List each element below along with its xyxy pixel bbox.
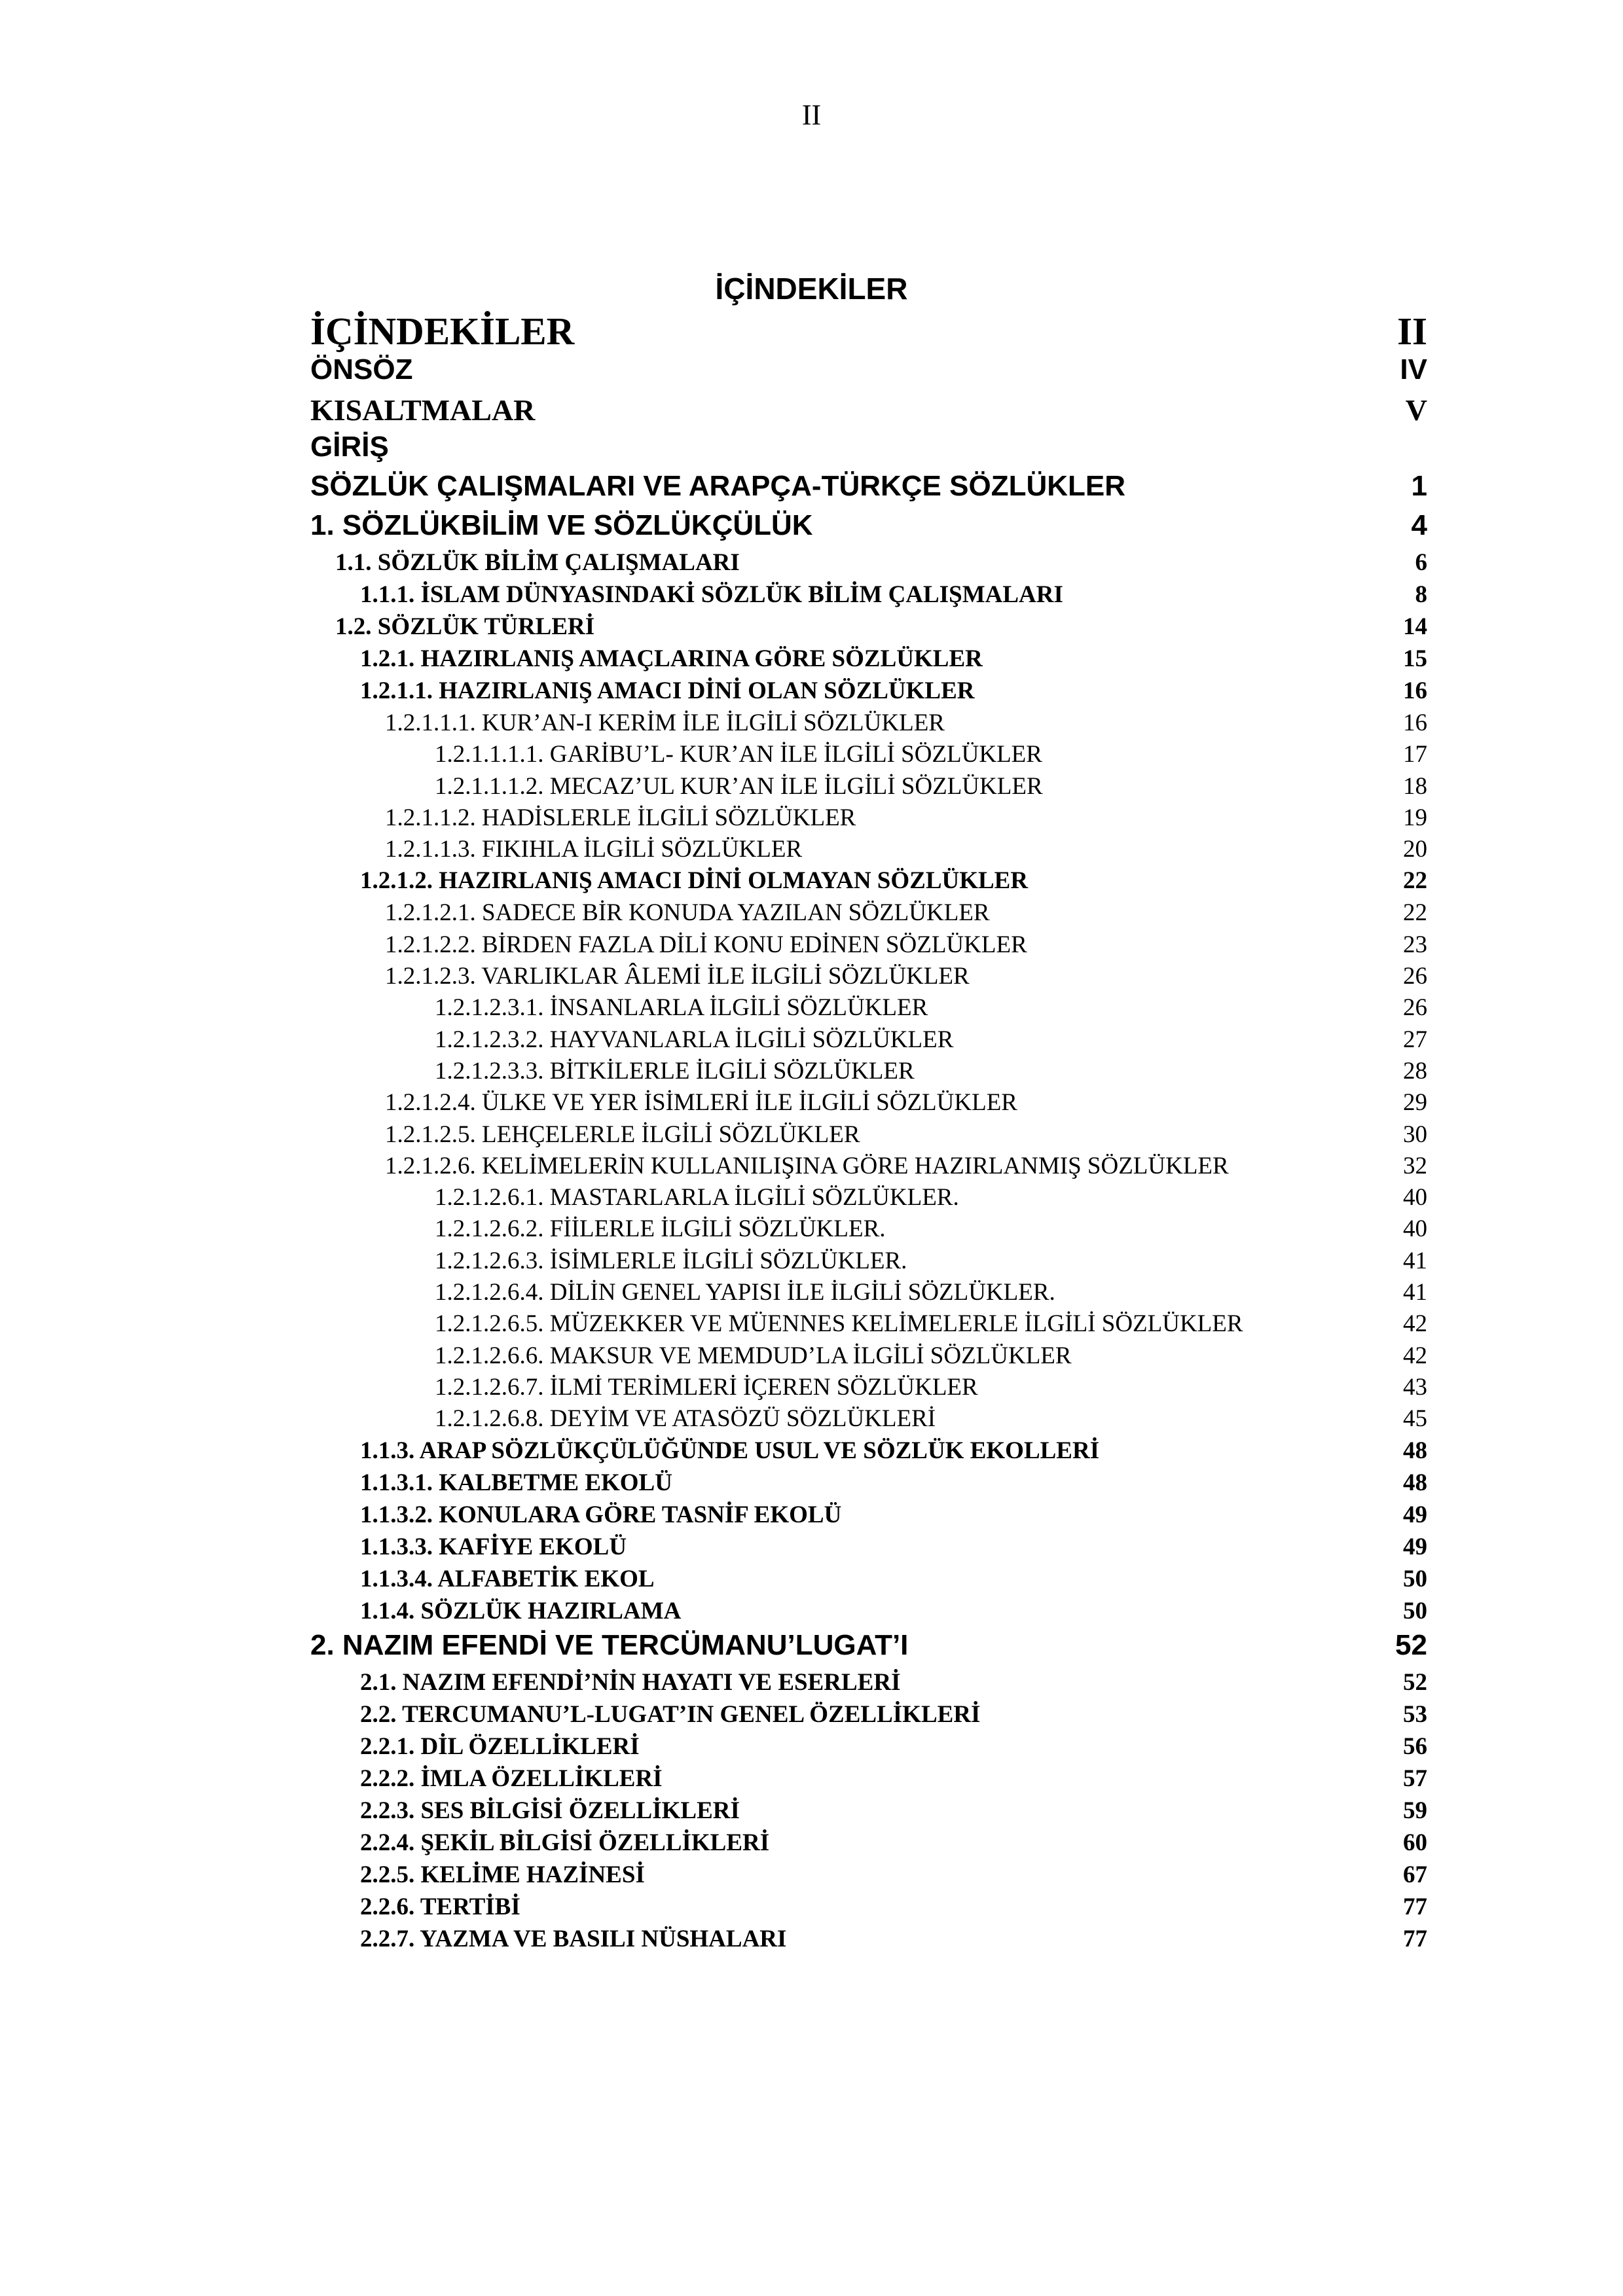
toc-title: 1.2.1.1.1.1. GARİBU’L- KUR’AN İLE İLGİLİ SÖZLÜKLER [435,741,1042,768]
toc-title: 1.1.3.2. KONULARA GÖRE TASNİF EKOLÜ [360,1501,842,1528]
toc-page: 6 [1415,549,1427,576]
toc-entry[interactable] [310,1501,1427,1533]
toc-entry[interactable] [310,613,1427,645]
toc-page: 60 [1403,1829,1427,1856]
toc-title: 2.2.6. TERTİBİ [360,1893,520,1920]
toc-title: 1.2. SÖZLÜK TÜRLERİ [335,613,595,640]
toc-title: 1.2.1.1.2. HADİSLERLE İLGİLİ SÖZLÜKLER [385,804,856,831]
toc-page: 77 [1403,1925,1427,1952]
toc-entry[interactable] [310,1765,1427,1797]
toc-entry[interactable] [310,835,1427,867]
toc-entry[interactable] [310,1861,1427,1893]
toc-page: 40 [1403,1215,1427,1243]
toc-title: ÖNSÖZ [310,353,413,386]
toc-title: 2.2. TERCUMANU’L-LUGAT’IN GENEL ÖZELLİKLERİ [360,1700,981,1728]
toc-title: 1.1.4. SÖZLÜK HAZIRLAMA [360,1597,682,1624]
toc-title: 2.1. NAZIM EFENDİ’NİN HAYATI VE ESERLERİ [360,1668,901,1696]
toc-title: 1.2.1.1.1. KUR’AN-I KERİM İLE İLGİLİ SÖZLÜKLER [385,709,945,736]
toc-title: KISALTMALAR [310,393,536,427]
toc-page: 26 [1403,963,1427,990]
toc-entry[interactable] [310,1829,1427,1861]
toc-title: 1.1.1. İSLAM DÜNYASINDAKİ SÖZLÜK BİLİM ÇALIŞMALARI [360,581,1063,608]
toc-entry[interactable] [310,931,1427,962]
toc-entry[interactable] [310,1183,1427,1215]
toc-page: 40 [1403,1184,1427,1211]
toc-page: 67 [1403,1861,1427,1888]
toc-page: 56 [1403,1732,1427,1760]
toc-entry[interactable] [310,548,1427,581]
toc-entry[interactable] [310,431,1427,470]
toc-entry[interactable] [310,772,1427,804]
toc-page: 16 [1403,677,1427,704]
toc-entry[interactable] [310,1700,1427,1732]
toc-entry[interactable] [310,677,1427,709]
toc-title: 1.2.1.2.3.3. BİTKİLERLE İLGİLİ SÖZLÜKLER [435,1057,915,1085]
toc-page: 15 [1403,645,1427,672]
toc-entry[interactable] [310,1565,1427,1597]
toc-page: 48 [1403,1437,1427,1464]
toc-entry[interactable] [310,1278,1427,1310]
toc-entry[interactable] [310,1405,1427,1436]
toc-entry[interactable] [310,1373,1427,1405]
toc-page: 22 [1403,867,1427,895]
toc-title: 1.2.1.2.6.1. MASTARLARLA İLGİLİ SÖZLÜKLER. [435,1184,959,1211]
toc-entry[interactable] [310,1342,1427,1373]
toc-title: 1.2.1.1.3. FIKIHLA İLGİLİ SÖZLÜKLER [385,836,803,863]
toc-title: 1.2.1.2.6.3. İSİMLERLE İLGİLİ SÖZLÜKLER. [435,1247,907,1274]
toc-entry[interactable] [310,994,1427,1025]
toc-page: 23 [1403,931,1427,958]
toc-entry[interactable] [310,899,1427,930]
toc-page: 48 [1403,1469,1427,1496]
toc-entry[interactable] [310,709,1427,740]
toc-title: GİRİŞ [310,431,389,463]
toc-entry[interactable] [310,1893,1427,1925]
toc-entry[interactable] [310,1668,1427,1700]
toc-heading: İÇİNDEKİLER [715,272,908,306]
toc-entry[interactable] [310,1057,1427,1088]
toc-entry[interactable] [310,509,1427,548]
toc-entry[interactable] [310,740,1427,772]
toc-title: SÖZLÜK ÇALIŞMALARI VE ARAPÇA-TÜRKÇE SÖZLÜKLER [310,470,1125,502]
toc-title: 1.1.3. ARAP SÖZLÜKÇÜLÜĞÜNDE USUL VE SÖZLÜK EKOLLERİ [360,1437,1100,1464]
toc-page: 27 [1403,1026,1427,1053]
toc-page: 59 [1403,1797,1427,1824]
toc-page: II [1397,310,1427,353]
toc-entry[interactable] [310,1925,1427,1957]
toc-title: 1.2.1.2.3.1. İNSANLARLA İLGİLİ SÖZLÜKLER [435,994,928,1022]
page-number: II [801,99,822,131]
toc-entry[interactable] [310,1121,1427,1152]
toc-title: 1.2.1.2.6.7. İLMİ TERİMLERİ İÇEREN SÖZLÜKLER [435,1373,978,1401]
toc-page: IV [1400,353,1427,386]
toc-title: 1.1. SÖZLÜK BİLİM ÇALIŞMALARI [335,549,740,576]
toc-page: 57 [1403,1765,1427,1792]
toc-entry[interactable] [310,1629,1427,1668]
toc-title: 2.2.5. KELİME HAZİNESİ [360,1861,645,1888]
toc-page: 32 [1403,1152,1427,1179]
toc-entry[interactable] [310,1247,1427,1278]
toc-title: 1.2.1. HAZIRLANIŞ AMAÇLARINA GÖRE SÖZLÜKLER [360,645,983,672]
toc-title: 2.2.7. YAZMA VE BASILI NÜSHALARI [360,1925,787,1952]
table-of-contents [310,309,1427,1957]
toc-entry[interactable] [310,581,1427,613]
toc-entry[interactable] [310,309,1427,353]
toc-page: 42 [1403,1310,1427,1338]
toc-page: 14 [1403,613,1427,640]
toc-entry[interactable] [310,1597,1427,1629]
toc-title: 1.2.1.2.5. LEHÇELERLE İLGİLİ SÖZLÜKLER [385,1121,860,1148]
toc-page: 52 [1403,1668,1427,1696]
toc-title: 2.2.1. DİL ÖZELLİKLERİ [360,1732,640,1760]
toc-title: 1.1.3.4. ALFABETİK EKOL [360,1565,655,1592]
toc-page: 52 [1395,1628,1427,1661]
toc-page: 50 [1403,1565,1427,1592]
toc-page: 49 [1403,1533,1427,1560]
toc-title: 1.2.1.1. HAZIRLANIŞ AMACI DİNİ OLAN SÖZLÜKLER [360,677,975,704]
toc-title: 1.2.1.2.3. VARLIKLAR ÂLEMİ İLE İLGİLİ SÖZLÜKLER [385,963,970,990]
toc-page: 53 [1403,1700,1427,1728]
toc-title: 1.2.1.2.6.8. DEYİM VE ATASÖZÜ SÖZLÜKLERİ [435,1405,936,1433]
toc-entry[interactable] [310,1088,1427,1120]
toc-page: 49 [1403,1501,1427,1528]
toc-page: 18 [1403,772,1427,800]
toc-page: 17 [1403,741,1427,768]
toc-page: 20 [1403,836,1427,863]
toc-title: 1.1.3.3. KAFİYE EKOLÜ [360,1533,627,1560]
toc-title: 2. NAZIM EFENDİ VE TERCÜMANU’LUGAT’I [310,1628,909,1661]
toc-page: 45 [1403,1405,1427,1433]
toc-entry[interactable] [310,1215,1427,1246]
toc-title: 1.2.1.2.1. SADECE BİR KONUDA YAZILAN SÖZLÜKLER [385,899,990,927]
toc-page: 4 [1411,509,1427,541]
toc-page: 29 [1403,1089,1427,1117]
toc-title: 1.2.1.2.6. KELİMELERİN KULLANILIŞINA GÖRE HAZIRLANMIŞ SÖZLÜKLER [385,1152,1229,1179]
toc-entry[interactable] [310,1469,1427,1501]
toc-page: 42 [1403,1342,1427,1369]
toc-page: 28 [1403,1057,1427,1085]
toc-title: 1. SÖZLÜKBİLİM VE SÖZLÜKÇÜLÜK [310,509,813,541]
toc-title: 2.2.2. İMLA ÖZELLİKLERİ [360,1765,663,1792]
toc-entry[interactable] [310,1797,1427,1829]
toc-entry[interactable] [310,1152,1427,1183]
toc-title: 1.2.1.2.4. ÜLKE VE YER İSİMLERİ İLE İLGİLİ SÖZLÜKLER [385,1089,1017,1117]
toc-page: 50 [1403,1597,1427,1624]
toc-page: V [1405,393,1427,427]
toc-title: 1.2.1.2.3.2. HAYVANLARLA İLGİLİ SÖZLÜKLER [435,1026,954,1053]
toc-page: 19 [1403,804,1427,831]
toc-entry[interactable] [310,645,1427,677]
toc-title: 1.2.1.2.6.6. MAKSUR VE MEMDUD’LA İLGİLİ SÖZLÜKLER [435,1342,1072,1369]
toc-page: 43 [1403,1373,1427,1401]
toc-page: 77 [1403,1893,1427,1920]
toc-title: İÇİNDEKİLER [310,310,575,353]
toc-page: 30 [1403,1121,1427,1148]
toc-page: 8 [1415,581,1427,608]
toc-page: 41 [1403,1247,1427,1274]
toc-entry[interactable] [310,1732,1427,1765]
toc-title: 1.2.1.2.6.5. MÜZEKKER VE MÜENNES KELİMELERLE İLGİLİ SÖZLÜKLER [435,1310,1243,1338]
toc-title: 1.1.3.1. KALBETME EKOLÜ [360,1469,672,1496]
toc-entry[interactable] [310,962,1427,994]
toc-entry[interactable] [310,1533,1427,1565]
toc-page: 16 [1403,709,1427,736]
toc-page: 22 [1403,899,1427,927]
toc-entry[interactable] [310,804,1427,835]
toc-entry[interactable] [310,867,1427,899]
toc-title: 2.2.3. SES BİLGİSİ ÖZELLİKLERİ [360,1797,740,1824]
toc-page: 26 [1403,994,1427,1022]
toc-entry[interactable] [310,1437,1427,1469]
toc-page: 1 [1411,470,1427,502]
toc-title: 1.2.1.2.6.2. FİİLERLE İLGİLİ SÖZLÜKLER. [435,1215,886,1243]
toc-title: 1.2.1.1.1.2. MECAZ’UL KUR’AN İLE İLGİLİ SÖZLÜKLER [435,772,1043,800]
toc-entry[interactable] [310,353,1427,393]
toc-entry[interactable] [310,1026,1427,1057]
toc-title: 1.2.1.2.2. BİRDEN FAZLA DİLİ KONU EDİNEN SÖZLÜKLER [385,931,1027,958]
toc-title: 1.2.1.2. HAZIRLANIŞ AMACI DİNİ OLMAYAN SÖZLÜKLER [360,867,1029,895]
toc-title: 1.2.1.2.6.4. DİLİN GENEL YAPISI İLE İLGİLİ SÖZLÜKLER. [435,1279,1055,1306]
toc-title: 2.2.4. ŞEKİL BİLGİSİ ÖZELLİKLERİ [360,1829,770,1856]
toc-entry[interactable] [310,470,1427,509]
toc-page: 41 [1403,1279,1427,1306]
toc-entry[interactable] [310,393,1427,431]
toc-entry[interactable] [310,1310,1427,1341]
